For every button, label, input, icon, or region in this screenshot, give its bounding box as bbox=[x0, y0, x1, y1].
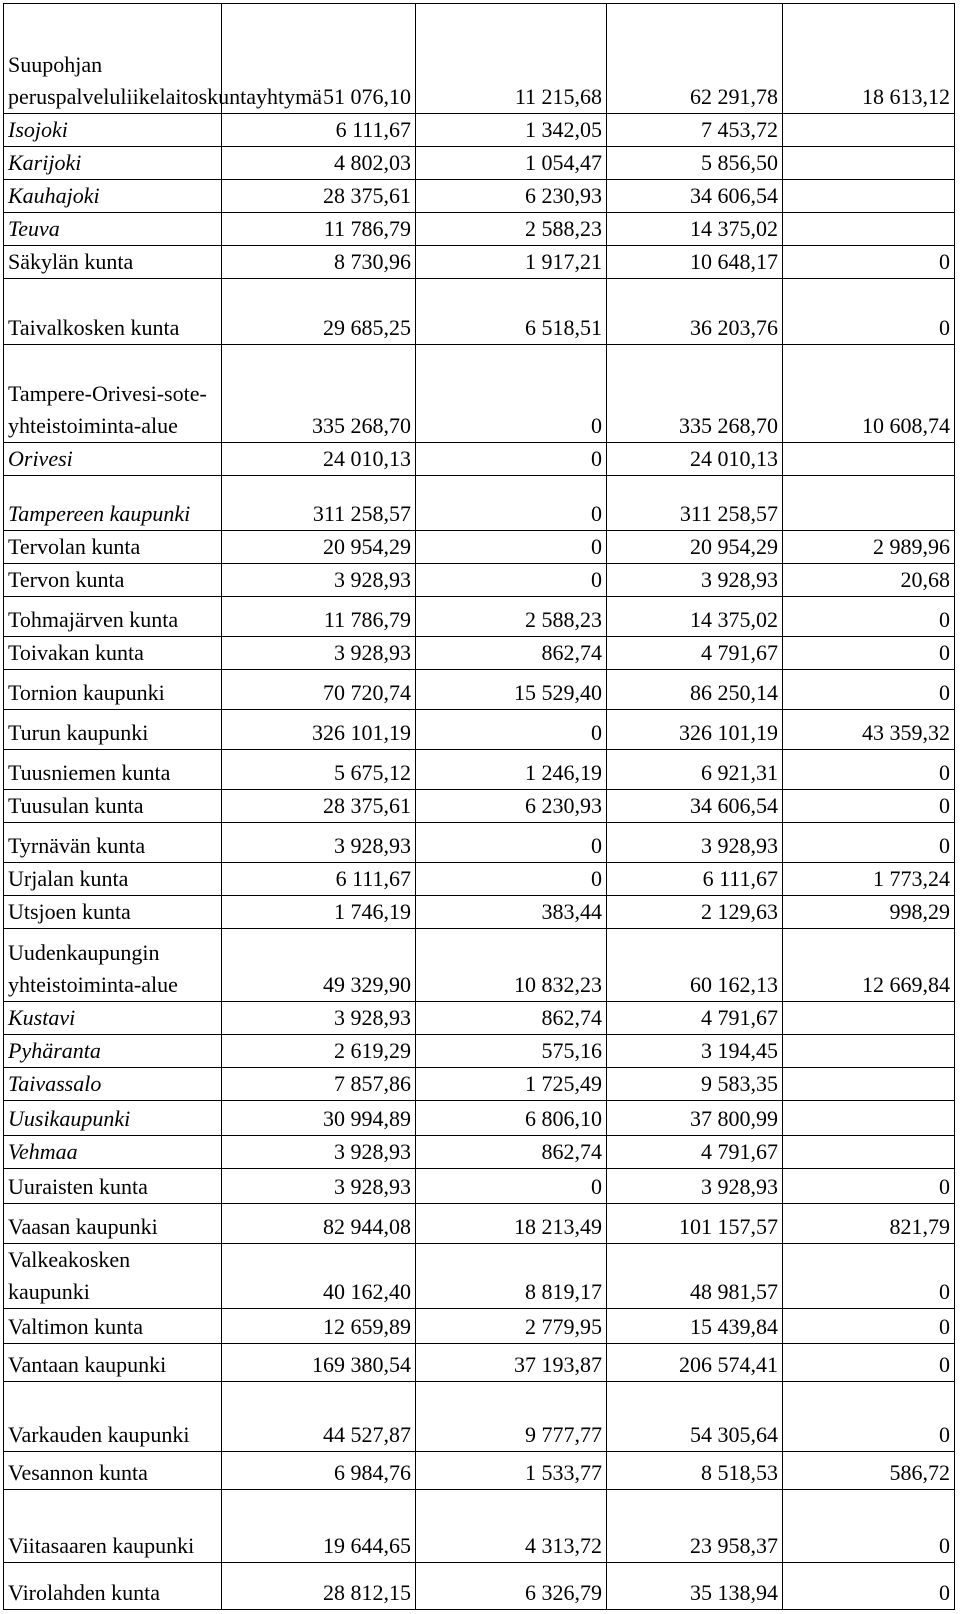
municipality-name: Urjalan kunta bbox=[4, 862, 222, 895]
value-cell-col1: 6 111,67 bbox=[222, 862, 416, 895]
table-row bbox=[4, 1451, 955, 1489]
value-cell-col2: 37 193,87 bbox=[416, 1343, 607, 1381]
value-cell-col2: 2 779,95 bbox=[416, 1308, 607, 1343]
value-cell-col2: 1 054,47 bbox=[416, 147, 607, 180]
value-cell-col3: 54 305,64 bbox=[607, 1381, 783, 1451]
value-cell-col2: 0 bbox=[416, 709, 607, 749]
municipality-name: Toivakan kunta bbox=[4, 637, 222, 670]
member-municipality-name: Teuva bbox=[4, 213, 222, 246]
table-row bbox=[4, 1381, 955, 1451]
table-row bbox=[4, 669, 955, 709]
value-cell-col1: 169 380,54 bbox=[222, 1343, 416, 1381]
municipality-name: Uuraisten kunta bbox=[4, 1168, 222, 1203]
municipality-name: Tyrnävän kunta bbox=[4, 822, 222, 862]
value-cell-col3: 326 101,19 bbox=[607, 709, 783, 749]
table-row bbox=[4, 928, 955, 1001]
value-cell-col2: 11 215,68 bbox=[416, 4, 607, 114]
value-cell-col4: 821,79 bbox=[783, 1203, 955, 1243]
table-row bbox=[4, 1343, 955, 1381]
value-cell-col3: 35 138,94 bbox=[607, 1562, 783, 1609]
value-cell-col1: 30 994,89 bbox=[222, 1100, 416, 1135]
value-cell-col1: 6 111,67 bbox=[222, 114, 416, 147]
value-cell-col4: 0 bbox=[783, 822, 955, 862]
value-cell-col4: 0 bbox=[783, 597, 955, 637]
value-cell-col3: 4 791,67 bbox=[607, 1001, 783, 1034]
value-cell-col2: 0 bbox=[416, 531, 607, 564]
value-cell-col2: 0 bbox=[416, 862, 607, 895]
value-cell-col3: 101 157,57 bbox=[607, 1203, 783, 1243]
value-cell-col4: 1 773,24 bbox=[783, 862, 955, 895]
value-cell-col1: 335 268,70 bbox=[222, 345, 416, 443]
value-cell-col3: 3 928,93 bbox=[607, 564, 783, 597]
municipality-name: Tampere-Orivesi-sote-yhteistoiminta-alue bbox=[4, 345, 222, 443]
value-cell-col2: 6 518,51 bbox=[416, 279, 607, 345]
member-municipality-name: Kustavi bbox=[4, 1001, 222, 1034]
table-row bbox=[4, 822, 955, 862]
value-cell-col3: 3 928,93 bbox=[607, 822, 783, 862]
value-cell-col4 bbox=[783, 1001, 955, 1034]
value-cell-col4: 18 613,12 bbox=[783, 4, 955, 114]
value-cell-col2: 862,74 bbox=[416, 1135, 607, 1168]
municipality-name: Vaasan kaupunki bbox=[4, 1203, 222, 1243]
value-cell-col3: 9 583,35 bbox=[607, 1067, 783, 1100]
value-cell-col2: 6 230,93 bbox=[416, 789, 607, 822]
value-cell-col1: 1 746,19 bbox=[222, 895, 416, 928]
table-row bbox=[4, 749, 955, 789]
value-cell-col1: 3 928,93 bbox=[222, 822, 416, 862]
table-row bbox=[4, 895, 955, 928]
value-cell-col3: 2 129,63 bbox=[607, 895, 783, 928]
value-cell-col2: 1 725,49 bbox=[416, 1067, 607, 1100]
allocation-table bbox=[3, 3, 955, 1610]
table-row bbox=[4, 246, 955, 279]
member-municipality-name: Karijoki bbox=[4, 147, 222, 180]
value-cell-col1: 82 944,08 bbox=[222, 1203, 416, 1243]
value-cell-col4: 586,72 bbox=[783, 1451, 955, 1489]
municipality-name: Tuusniemen kunta bbox=[4, 749, 222, 789]
municipality-name: Tervon kunta bbox=[4, 564, 222, 597]
value-cell-col4 bbox=[783, 114, 955, 147]
value-cell-col3: 14 375,02 bbox=[607, 213, 783, 246]
value-cell-col4: 0 bbox=[783, 246, 955, 279]
value-cell-col3: 6 111,67 bbox=[607, 862, 783, 895]
value-cell-col3: 206 574,41 bbox=[607, 1343, 783, 1381]
municipality-name: Utsjoen kunta bbox=[4, 895, 222, 928]
table-body bbox=[4, 4, 955, 1610]
value-cell-col2: 1 917,21 bbox=[416, 246, 607, 279]
value-cell-col4: 998,29 bbox=[783, 895, 955, 928]
table-row bbox=[4, 637, 955, 670]
table-subrow bbox=[4, 1100, 955, 1135]
value-cell-col4: 0 bbox=[783, 669, 955, 709]
value-cell-col3: 3 194,45 bbox=[607, 1034, 783, 1067]
value-cell-col4: 12 669,84 bbox=[783, 928, 955, 1001]
value-cell-col1: 6 984,76 bbox=[222, 1451, 416, 1489]
value-cell-col4 bbox=[783, 1067, 955, 1100]
value-cell-col4 bbox=[783, 476, 955, 531]
value-cell-col3: 14 375,02 bbox=[607, 597, 783, 637]
value-cell-col2: 6 230,93 bbox=[416, 180, 607, 213]
value-cell-col2: 4 313,72 bbox=[416, 1489, 607, 1562]
table-row bbox=[4, 1203, 955, 1243]
value-cell-col4: 0 bbox=[783, 1168, 955, 1203]
table-subrow bbox=[4, 114, 955, 147]
value-cell-col4 bbox=[783, 1135, 955, 1168]
value-cell-col4: 0 bbox=[783, 279, 955, 345]
value-cell-col1: 5 675,12 bbox=[222, 749, 416, 789]
municipality-name: Vesannon kunta bbox=[4, 1451, 222, 1489]
member-municipality-name: Isojoki bbox=[4, 114, 222, 147]
value-cell-col4: 10 608,74 bbox=[783, 345, 955, 443]
table-subrow bbox=[4, 1001, 955, 1034]
value-cell-col1: 3 928,93 bbox=[222, 1168, 416, 1203]
table-subrow bbox=[4, 180, 955, 213]
value-cell-col4 bbox=[783, 213, 955, 246]
table-row bbox=[4, 279, 955, 345]
value-cell-col3: 36 203,76 bbox=[607, 279, 783, 345]
value-cell-col3: 7 453,72 bbox=[607, 114, 783, 147]
table-subrow bbox=[4, 443, 955, 476]
value-cell-col1: 28 375,61 bbox=[222, 180, 416, 213]
value-cell-col1: 70 720,74 bbox=[222, 669, 416, 709]
value-cell-col3: 15 439,84 bbox=[607, 1308, 783, 1343]
value-cell-col4: 0 bbox=[783, 1343, 955, 1381]
value-cell-col2: 862,74 bbox=[416, 1001, 607, 1034]
value-cell-col2: 862,74 bbox=[416, 637, 607, 670]
value-cell-col3: 23 958,37 bbox=[607, 1489, 783, 1562]
table-subrow bbox=[4, 213, 955, 246]
value-cell-col2: 18 213,49 bbox=[416, 1203, 607, 1243]
value-cell-col4: 0 bbox=[783, 1562, 955, 1609]
table-row bbox=[4, 564, 955, 597]
table-row bbox=[4, 1168, 955, 1203]
value-cell-col3: 3 928,93 bbox=[607, 1168, 783, 1203]
table-row bbox=[4, 709, 955, 749]
value-cell-col3: 20 954,29 bbox=[607, 531, 783, 564]
municipality-name: Suupohjan peruspalveluliikelaitoskuntayhtymä bbox=[4, 4, 222, 114]
member-municipality-name: Tampereen kaupunki bbox=[4, 476, 222, 531]
table-row bbox=[4, 1308, 955, 1343]
value-cell-col2: 10 832,23 bbox=[416, 928, 607, 1001]
value-cell-col1: 2 619,29 bbox=[222, 1034, 416, 1067]
value-cell-col4: 20,68 bbox=[783, 564, 955, 597]
value-cell-col1: 3 928,93 bbox=[222, 637, 416, 670]
value-cell-col4 bbox=[783, 147, 955, 180]
value-cell-col2: 6 806,10 bbox=[416, 1100, 607, 1135]
value-cell-col1: 311 258,57 bbox=[222, 476, 416, 531]
value-cell-col2: 2 588,23 bbox=[416, 597, 607, 637]
value-cell-col1: 19 644,65 bbox=[222, 1489, 416, 1562]
value-cell-col2: 9 777,77 bbox=[416, 1381, 607, 1451]
value-cell-col1: 11 786,79 bbox=[222, 213, 416, 246]
value-cell-col1: 28 375,61 bbox=[222, 789, 416, 822]
value-cell-col4 bbox=[783, 180, 955, 213]
table-row bbox=[4, 1243, 955, 1308]
value-cell-col4: 2 989,96 bbox=[783, 531, 955, 564]
value-cell-col1: 8 730,96 bbox=[222, 246, 416, 279]
value-cell-col3: 8 518,53 bbox=[607, 1451, 783, 1489]
value-cell-col2: 1 533,77 bbox=[416, 1451, 607, 1489]
table-row bbox=[4, 1562, 955, 1609]
value-cell-col2: 8 819,17 bbox=[416, 1243, 607, 1308]
value-cell-col2: 0 bbox=[416, 564, 607, 597]
value-cell-col4 bbox=[783, 1100, 955, 1135]
value-cell-col2: 575,16 bbox=[416, 1034, 607, 1067]
municipality-name: Virolahden kunta bbox=[4, 1562, 222, 1609]
municipality-name: Säkylän kunta bbox=[4, 246, 222, 279]
value-cell-col1: 326 101,19 bbox=[222, 709, 416, 749]
table-row bbox=[4, 345, 955, 443]
value-cell-col1: 40 162,40 bbox=[222, 1243, 416, 1308]
value-cell-col1: 20 954,29 bbox=[222, 531, 416, 564]
member-municipality-name: Pyhäranta bbox=[4, 1034, 222, 1067]
member-municipality-name: Orivesi bbox=[4, 443, 222, 476]
table-subrow bbox=[4, 1135, 955, 1168]
value-cell-col3: 6 921,31 bbox=[607, 749, 783, 789]
value-cell-col3: 37 800,99 bbox=[607, 1100, 783, 1135]
value-cell-col3: 24 010,13 bbox=[607, 443, 783, 476]
value-cell-col1: 24 010,13 bbox=[222, 443, 416, 476]
value-cell-col4: 0 bbox=[783, 789, 955, 822]
value-cell-col1: 3 928,93 bbox=[222, 564, 416, 597]
value-cell-col3: 335 268,70 bbox=[607, 345, 783, 443]
municipality-name: Tuusulan kunta bbox=[4, 789, 222, 822]
value-cell-col3: 34 606,54 bbox=[607, 180, 783, 213]
municipality-name: Taivalkosken kunta bbox=[4, 279, 222, 345]
table-subrow bbox=[4, 1034, 955, 1067]
municipality-name: Varkauden kaupunki bbox=[4, 1381, 222, 1451]
value-cell-col4: 0 bbox=[783, 1308, 955, 1343]
value-cell-col4: 0 bbox=[783, 1381, 955, 1451]
value-cell-col1: 51 076,10 bbox=[222, 4, 416, 114]
value-cell-col2: 0 bbox=[416, 443, 607, 476]
value-cell-col3: 48 981,57 bbox=[607, 1243, 783, 1308]
table-row bbox=[4, 789, 955, 822]
value-cell-col3: 5 856,50 bbox=[607, 147, 783, 180]
value-cell-col4: 0 bbox=[783, 1489, 955, 1562]
value-cell-col1: 3 928,93 bbox=[222, 1001, 416, 1034]
table-subrow bbox=[4, 1067, 955, 1100]
municipality-name: Tohmajärven kunta bbox=[4, 597, 222, 637]
table-row bbox=[4, 1489, 955, 1562]
value-cell-col2: 0 bbox=[416, 822, 607, 862]
table-row bbox=[4, 531, 955, 564]
value-cell-col3: 86 250,14 bbox=[607, 669, 783, 709]
value-cell-col2: 0 bbox=[416, 345, 607, 443]
value-cell-col1: 29 685,25 bbox=[222, 279, 416, 345]
municipality-name: Turun kaupunki bbox=[4, 709, 222, 749]
municipality-name: Tornion kaupunki bbox=[4, 669, 222, 709]
value-cell-col1: 28 812,15 bbox=[222, 1562, 416, 1609]
value-cell-col2: 15 529,40 bbox=[416, 669, 607, 709]
municipality-name: Valkeakosken kaupunki bbox=[4, 1243, 222, 1308]
table-row bbox=[4, 862, 955, 895]
municipality-name: Tervolan kunta bbox=[4, 531, 222, 564]
value-cell-col1: 3 928,93 bbox=[222, 1135, 416, 1168]
value-cell-col2: 0 bbox=[416, 1168, 607, 1203]
value-cell-col1: 11 786,79 bbox=[222, 597, 416, 637]
value-cell-col2: 383,44 bbox=[416, 895, 607, 928]
member-municipality-name: Uusikaupunki bbox=[4, 1100, 222, 1135]
value-cell-col2: 1 342,05 bbox=[416, 114, 607, 147]
table-subrow bbox=[4, 476, 955, 531]
member-municipality-name: Taivassalo bbox=[4, 1067, 222, 1100]
municipality-name: Uudenkaupungin yhteistoiminta-alue bbox=[4, 928, 222, 1001]
value-cell-col2: 6 326,79 bbox=[416, 1562, 607, 1609]
table-row bbox=[4, 4, 955, 114]
value-cell-col4 bbox=[783, 443, 955, 476]
value-cell-col2: 0 bbox=[416, 476, 607, 531]
value-cell-col4: 0 bbox=[783, 1243, 955, 1308]
value-cell-col4 bbox=[783, 1034, 955, 1067]
municipality-name: Vantaan kaupunki bbox=[4, 1343, 222, 1381]
municipality-name: Viitasaaren kaupunki bbox=[4, 1489, 222, 1562]
member-municipality-name: Kauhajoki bbox=[4, 180, 222, 213]
value-cell-col3: 10 648,17 bbox=[607, 246, 783, 279]
value-cell-col1: 4 802,03 bbox=[222, 147, 416, 180]
value-cell-col3: 34 606,54 bbox=[607, 789, 783, 822]
value-cell-col3: 4 791,67 bbox=[607, 637, 783, 670]
value-cell-col1: 12 659,89 bbox=[222, 1308, 416, 1343]
value-cell-col3: 62 291,78 bbox=[607, 4, 783, 114]
value-cell-col4: 43 359,32 bbox=[783, 709, 955, 749]
value-cell-col2: 1 246,19 bbox=[416, 749, 607, 789]
value-cell-col3: 4 791,67 bbox=[607, 1135, 783, 1168]
table-subrow bbox=[4, 147, 955, 180]
municipality-name: Valtimon kunta bbox=[4, 1308, 222, 1343]
value-cell-col3: 311 258,57 bbox=[607, 476, 783, 531]
member-municipality-name: Vehmaa bbox=[4, 1135, 222, 1168]
value-cell-col2: 2 588,23 bbox=[416, 213, 607, 246]
value-cell-col1: 49 329,90 bbox=[222, 928, 416, 1001]
table-row bbox=[4, 597, 955, 637]
value-cell-col4: 0 bbox=[783, 749, 955, 789]
value-cell-col4: 0 bbox=[783, 637, 955, 670]
value-cell-col1: 44 527,87 bbox=[222, 1381, 416, 1451]
value-cell-col3: 60 162,13 bbox=[607, 928, 783, 1001]
value-cell-col1: 7 857,86 bbox=[222, 1067, 416, 1100]
